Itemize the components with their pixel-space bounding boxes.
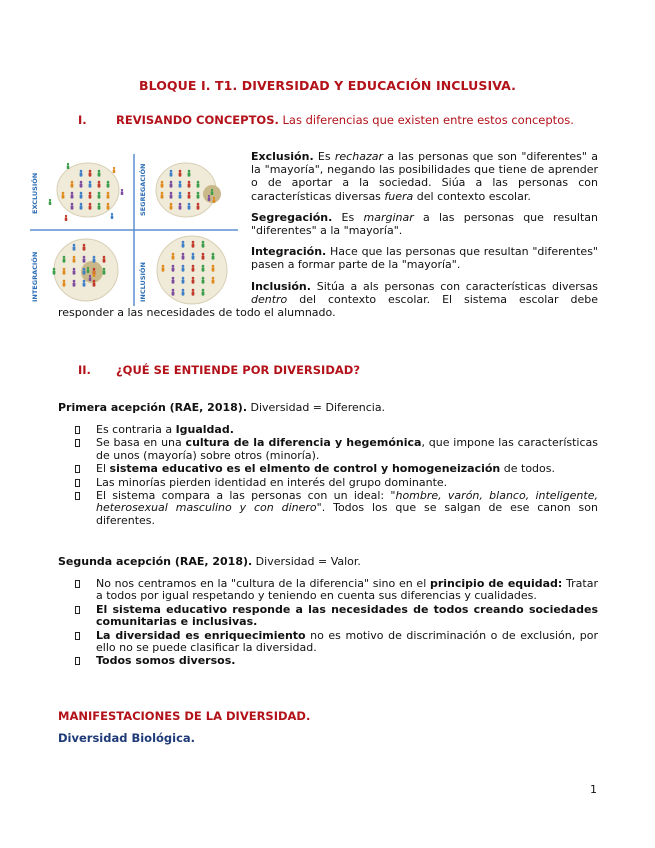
page-title: BLOQUE I. T1. DIVERSIDAD Y EDUCACIÓN INCLUSIVA. — [138, 78, 517, 93]
definition-text: dentro — [251, 292, 288, 306]
list-item-text: principio de equidad: — [429, 577, 563, 590]
list-item — [58, 630, 598, 655]
definition-text: marginar — [363, 210, 414, 224]
definition-text: a las personas que son "diferentes" a la "mayoría", negando las posibilidades que tiene de aprender o de aportar a la sociedad. Siúa a las personas con características diversas — [251, 150, 598, 203]
definition-term: Exclusión. — [251, 150, 314, 163]
page-number: 1 — [590, 783, 597, 796]
definition-text: Hace que las personas que resultan "diferentes" pasen a formar parte de la "mayoría". — [251, 245, 598, 272]
person-icon — [49, 199, 52, 205]
bullet-icon — [75, 657, 80, 665]
first-definition-list — [58, 424, 598, 528]
bullet-icon — [75, 606, 80, 614]
first-definition-label: Primera acepción (RAE, 2018). — [58, 401, 247, 414]
section-heading-revisando — [78, 113, 574, 127]
definition-text: del contexto escolar. — [413, 189, 531, 203]
bullet-icon — [75, 580, 80, 588]
list-item-text: sistema educativo es el elmento de control y homogeneización — [109, 462, 501, 476]
inclusion-label: INCLUSIÓN — [139, 262, 147, 302]
concept-definitions — [58, 150, 598, 327]
list-item-text: Se basa en una — [96, 436, 186, 450]
list-item-text: . Todos los que se salgan de ese canon son diferentes. — [96, 501, 598, 527]
definition-term: Inclusión. — [251, 279, 311, 293]
list-item-text: Tratar a todos por igual respetando y teniendo en cuenta sus diferencias y cualidades. — [96, 577, 598, 603]
definition-text: rechazar — [334, 150, 383, 163]
section-number: II. — [78, 363, 91, 377]
list-item-text: , que impone las características de unos (mayoría) sobre otros (minoría). — [96, 436, 598, 462]
biological-diversity-heading: Diversidad Biológica. — [58, 731, 196, 745]
second-definition-label: Segunda acepción (RAE, 2018). — [58, 555, 253, 568]
list-item-text: no es motivo de discriminación o de exclusión, por ello no se puede clasificar la diversidad. — [96, 628, 598, 655]
manifestations-heading: MANIFESTACIONES DE LA DIVERSIDAD. — [58, 709, 311, 723]
segregation-label: SEGREGACIÓN — [139, 163, 147, 216]
list-item-text: El sistema compara a las personas con un ideal: — [96, 489, 391, 503]
definition-text: Sitúa a als personas con características diversas — [310, 279, 598, 293]
section-number: I. — [78, 113, 87, 127]
second-definition-list — [58, 578, 598, 669]
definition-text: del contexto escolar. El sistema escolar debe responder a las necesidades de todo el alumnado. — [58, 292, 598, 320]
first-definition-text: Diversidad = Diferencia. — [247, 401, 386, 414]
definition-text: fuera — [384, 189, 414, 203]
section-heading-diversidad — [78, 363, 360, 377]
bullet-icon — [75, 492, 80, 500]
list-item — [58, 437, 598, 462]
list-item — [58, 655, 598, 667]
definition-term: Segregación. — [251, 210, 333, 224]
list-item-text: El sistema educativo responde a las necesidades de todos creando sociedades comunitarias e inclusivas. — [96, 602, 598, 629]
bullet-icon — [75, 439, 80, 447]
list-item-text: cultura de la diferencia y hegemónica — [185, 436, 422, 450]
list-item-text: de todos. — [500, 462, 555, 476]
list-item — [58, 424, 598, 436]
section-title: REVISANDO CONCEPTOS. — [116, 113, 279, 127]
second-definition — [58, 555, 598, 568]
list-item-text: Igualdad. — [175, 423, 234, 436]
section-title: ¿QUÉ SE ENTIENDE POR DIVERSIDAD? — [116, 363, 360, 377]
list-item-text: El — [96, 462, 110, 476]
list-item — [58, 477, 598, 489]
definition-text: Es — [332, 210, 364, 224]
first-definition — [58, 401, 598, 414]
list-item-text: Todos somos diversos. — [96, 654, 236, 668]
list-item-text: No nos centramos en la "cultura de la diferencia" sino en el — [96, 577, 430, 590]
list-item-text: Las minorías pierden identidad en interés del grupo dominante. — [96, 475, 448, 489]
integration-label: INTEGRACIÓN — [31, 251, 39, 302]
exclusion-label: EXCLUSIÓN — [31, 172, 39, 214]
definition-term: Integración. — [251, 245, 327, 259]
bullet-icon — [75, 632, 80, 640]
section-subtitle: Las diferencias que existen entre estos conceptos. — [282, 113, 574, 127]
bullet-icon — [75, 465, 80, 473]
definition-text: Es — [313, 150, 335, 163]
second-definition-text: Diversidad = Valor. — [252, 555, 361, 568]
bullet-icon — [75, 479, 80, 487]
list-item-text: Es contraria a — [96, 423, 176, 436]
list-item-text: La diversidad es enriquecimiento — [96, 628, 306, 642]
bullet-icon — [75, 426, 80, 434]
list-item-text: "hombre, varón, blanco, inteligente, heterosexual masculino y con dinero" — [96, 489, 598, 515]
list-item — [58, 463, 598, 475]
list-item — [58, 604, 598, 629]
list-item — [58, 578, 598, 603]
definition-text: a las personas que resultan "diferentes" a la "mayoría". — [251, 210, 598, 238]
person-icon — [53, 268, 56, 275]
list-item — [58, 490, 598, 527]
